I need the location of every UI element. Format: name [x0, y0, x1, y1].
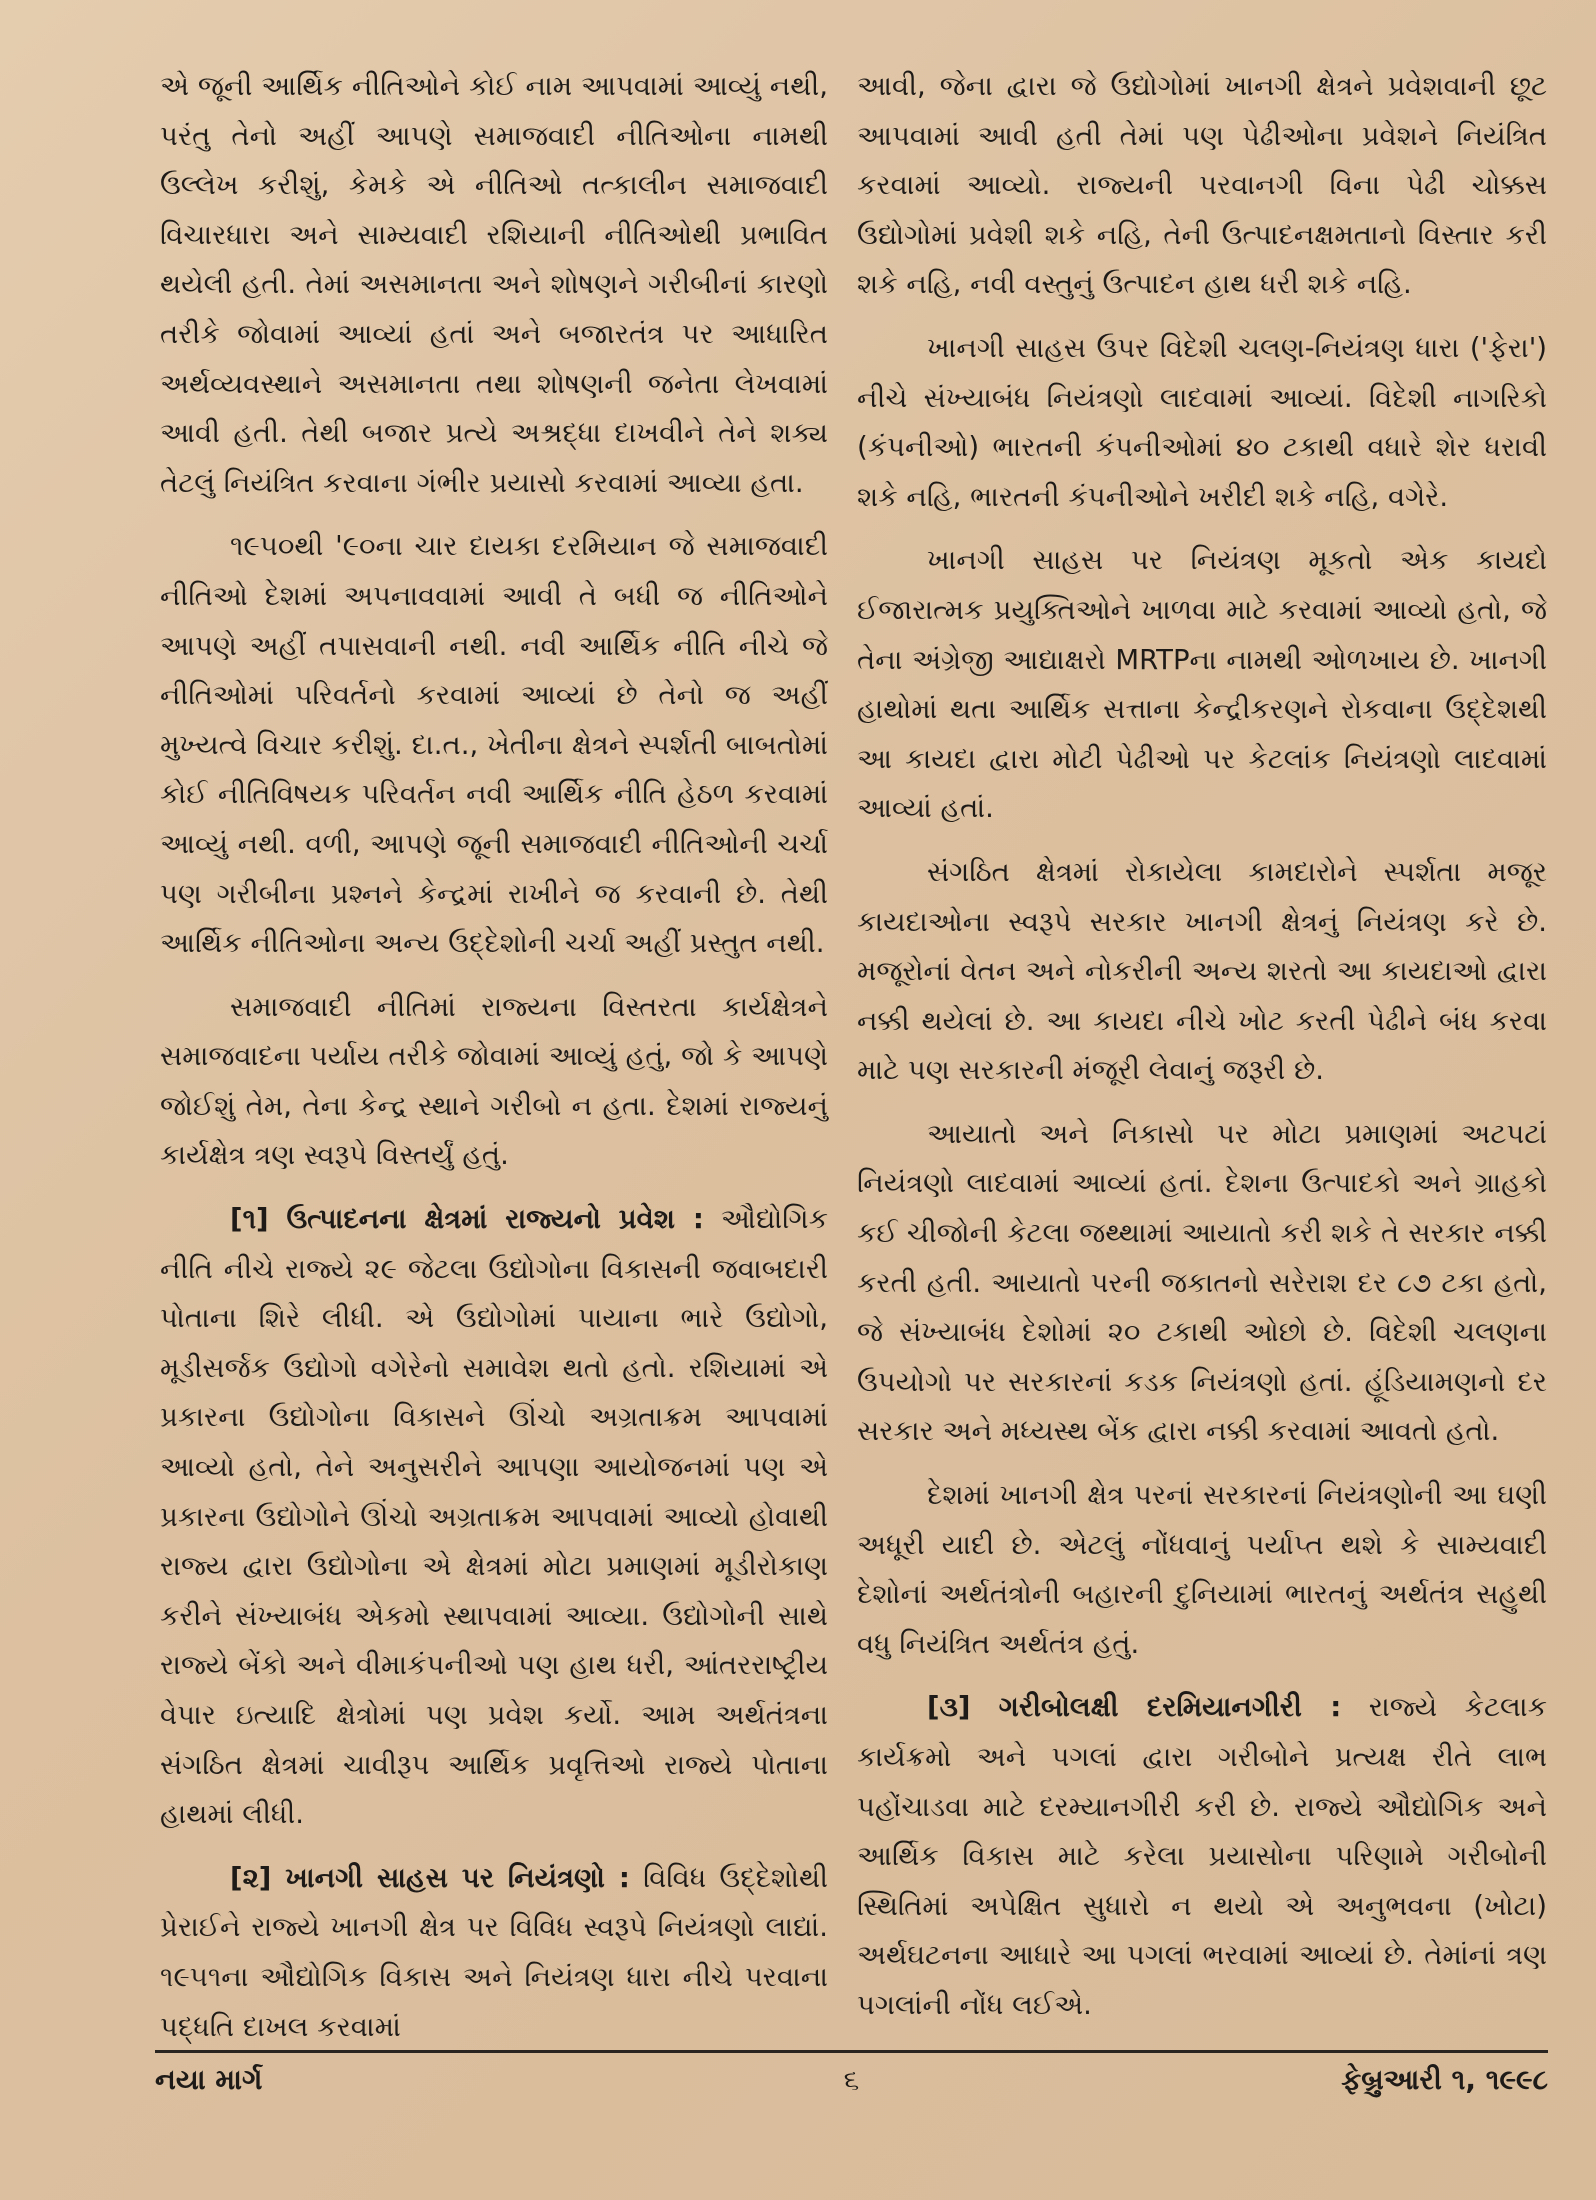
paragraph: ખાનગી સાહસ ઉપર વિદેશી ચલણ-નિયંત્રણ ધારા ('ફેરા') નીચે સંખ્યાબંધ નિયંત્રણો લાદવામાં આવ્યાં. વિદેશી નાગરિકો (કંપનીઓ) ભારતની કંપનીઓમાં ૪૦ ટકાથી વધારે શેર ધરાવી શકે નહિ, ભારતની કંપનીઓને ખરીદી શકે નહિ, વગેરે.: [857, 331, 1547, 513]
section-paragraph: [857, 1683, 1547, 2030]
section-heading: [૩] ગરીબોલક્ષી દરમિયાનગીરી :: [927, 1691, 1342, 1724]
section-paragraph: [160, 1854, 828, 2052]
left-column: [160, 62, 828, 2066]
paragraph: ખાનગી સાહસ પર નિયંત્રણ મૂકતો એક કાયદો ઈજારાત્મક પ્રયુક્તિઓને ખાળવા માટે કરવામાં આવ્યો હતો, જે તેના અંગ્રેજી આદ્યાક્ષરો MRTPના નામથી ઓળખાય છે. ખાનગી હાથોમાં થતા આર્થિક સત્તાના કેન્દ્રીકરણને રોકવાના ઉદ્દેશથી આ કાયદા દ્વારા મોટી પેઢીઓ પર કેટલાંક નિયંત્રણો લાદવામાં આવ્યાં હતાં.: [857, 544, 1547, 825]
publication-name: નયા માર્ગ: [155, 2063, 263, 2096]
section-body: વિવિધ ઉદ્દેશોથી પ્રેરાઈને રાજ્યે ખાનગી ક્ષેત્ર પર વિવિધ સ્વરૂપે નિયંત્રણો લાદ્યાં. ૧૯૫૧ના ઔદ્યોગિક વિકાસ અને નિયંત્રણ ધારા નીચે પરવાના પદ્ધતિ દાખલ કરવામાં: [160, 1861, 828, 2043]
paragraph: આયાતો અને નિકાસો પર મોટા પ્રમાણમાં અટપટાં નિયંત્રણો લાદવામાં આવ્યાં હતાં. દેશના ઉત્પાદકો અને ગ્રાહકો કઈ ચીજોની કેટલા જથ્થામાં આયાતો કરી શકે તે સરકાર નક્કી કરતી હતી. આયાતો પરની જકાતનો સરેરાશ દર ૮૭ ટકા હતો, જે સંખ્યાબંધ દેશોમાં ૨૦ ટકાથી ઓછો છે. વિદેશી ચલણના ઉપયોગો પર સરકારનાં કડક નિયંત્રણો હતાં. હૂંડિયામણનો દર સરકાર અને મધ્યસ્થ બેંક દ્વારા નક્કી કરવામાં આવતો હતો.: [857, 1117, 1547, 1448]
section-body: રાજ્યે કેટલાક કાર્યક્રમો અને પગલાં દ્વારા ગરીબોને પ્રત્યક્ષ રીતે લાભ પહોંચાડવા માટે દરમ્યાનગીરી કરી છે. રાજ્યે ઔદ્યોગિક અને આર્થિક વિકાસ માટે કરેલા પ્રયાસોના પરિણામે ગરીબોની સ્થિતિમાં અપેક્ષિત સુધારો ન થયો એ અનુભવના (ખોટા) અર્થઘટનના આધારે આ પગલાં ભરવામાં આવ્યાં છે. તેમાંનાં ત્રણ પગલાંની નોંધ લઈએ.: [857, 1691, 1547, 2021]
section-heading: [૨] ખાનગી સાહસ પર નિયંત્રણો :: [230, 1861, 630, 1894]
page-footer: [155, 2063, 1548, 2107]
paragraph: એ જૂની આર્થિક નીતિઓને કોઈ નામ આપવામાં આવ્યું નથી, પરંતુ તેનો અહીં આપણે સમાજવાદી નીતિઓના નામથી ઉલ્લેખ કરીશું, કેમકે એ નીતિઓ તત્કાલીન સમાજવાદી વિચારધારા અને સામ્યવાદી રશિયાની નીતિઓથી પ્રભાવિત થયેલી હતી. તેમાં અસમાનતા અને શોષણને ગરીબીનાં કારણો તરીકે જોવામાં આવ્યાં હતાં અને બજારતંત્ર પર આધારિત અર્થવ્યવસ્થાને અસમાનતા તથા શોષણની જનેતા લેખવામાં આવી હતી. તેથી બજાર પ્રત્યે અશ્રદ્ધા દાખવીને તેને શક્ય તેટલું નિયંત્રિત કરવાના ગંભીર પ્રયાસો કરવામાં આવ્યા હતા.: [160, 70, 828, 499]
paragraph: આવી, જેના દ્વારા જે ઉદ્યોગોમાં ખાનગી ક્ષેત્રને પ્રવેશવાની છૂટ આપવામાં આવી હતી તેમાં પણ પેઢીઓના પ્રવેશને નિયંત્રિત કરવામાં આવ્યો. રાજ્યની પરવાનગી વિના પેઢી ચોક્કસ ઉદ્યોગોમાં પ્રવેશી શકે નહિ, તેની ઉત્પાદનક્ષમતાનો વિસ્તાર કરી શકે નહિ, નવી વસ્તુનું ઉત્પાદન હાથ ધરી શકે નહિ.: [857, 70, 1547, 301]
paragraph: ૧૯૫૦થી '૯૦ના ચાર દાયકા દરમિયાન જે સમાજવાદી નીતિઓ દેશમાં અપનાવવામાં આવી તે બધી જ નીતિઓને આપણે અહીં તપાસવાની નથી. નવી આર્થિક નીતિ નીચે જે નીતિઓમાં પરિવર્તનો કરવામાં આવ્યાં છે તેનો જ અહીં મુખ્યત્વે વિચાર કરીશું. દા.ત., ખેતીના ક્ષેત્રને સ્પર્શતી બાબતોમાં કોઈ નીતિવિષયક પરિવર્તન નવી આર્થિક નીતિ હેઠળ કરવામાં આવ્યું નથી. વળી, આપણે જૂની સમાજવાદી નીતિઓની ચર્ચા પણ ગરીબીના પ્રશ્નને કેન્દ્રમાં રાખીને જ કરવાની છે. તેથી આર્થિક નીતિઓના અન્ય ઉદ્દેશોની ચર્ચા અહીં પ્રસ્તુત નથી.: [160, 530, 828, 960]
page-number: ૬: [843, 2063, 860, 2096]
footer-divider: [155, 2050, 1548, 2053]
section-body: ઔદ્યોગિક નીતિ નીચે રાજ્યે ૨૯ જેટલા ઉદ્યોગોના વિકાસની જવાબદારી પોતાના શિરે લીધી. એ ઉદ્યોગોમાં પાયાના ભારે ઉદ્યોગો, મૂડીસર્જક ઉદ્યોગો વગેરેનો સમાવેશ થતો હતો. રશિયામાં એ પ્રકારના ઉદ્યોગોના વિકાસને ઊંચો અગ્રતાક્રમ આપવામાં આવ્યો હતો, તેને અનુસરીને આપણા આયોજનમાં પણ એ પ્રકારના ઉદ્યોગોને ઊંચો અગ્રતાક્રમ આપવામાં આવ્યો હોવાથી રાજ્ય દ્વારા ઉદ્યોગોના એ ક્ષેત્રમાં મોટા પ્રમાણમાં મૂડીરોકાણ કરીને સંખ્યાબંધ એકમો સ્થાપવામાં આવ્યા. ઉદ્યોગોની સાથે રાજ્યે બેંકો અને વીમાકંપનીઓ પણ હાથ ધરી, આંતરરાષ્ટ્રીય વેપાર ઇત્યાદિ ક્ષેત્રોમાં પણ પ્રવેશ કર્યો. આમ અર્થતંત્રના સંગઠિત ક્ષેત્રમાં ચાવીરૂપ આર્થિક પ્રવૃત્તિઓ રાજ્યે પોતાના હાથમાં લીધી.: [160, 1203, 828, 1831]
paragraph: દેશમાં ખાનગી ક્ષેત્ર પરનાં સરકારનાં નિયંત્રણોની આ ઘણી અધૂરી યાદી છે. એટલું નોંધવાનું પર્યાપ્ત થશે કે સામ્યવાદી દેશોનાં અર્થતંત્રોની બહારની દુનિયામાં ભારતનું અર્થતંત્ર સહુથી વધુ નિયંત્રિત અર્થતંત્ર હતું.: [857, 1479, 1547, 1660]
issue-date: ફેબ્રુઆરી ૧, ૧૯૯૮: [1341, 2063, 1548, 2096]
paragraph: સંગઠિત ક્ષેત્રમાં રોકાયેલા કામદારોને સ્પર્શતા મજૂર કાયદાઓના સ્વરૂપે સરકાર ખાનગી ક્ષેત્રનું નિયંત્રણ કરે છે. મજૂરોનાં વેતન અને નોકરીની અન્ય શરતો આ કાયદાઓ દ્વારા નક્કી થયેલાં છે. આ કાયદા નીચે ખોટ કરતી પેઢીને બંધ કરવા માટે પણ સરકારની મંજૂરી લેવાનું જરૂરી છે.: [857, 855, 1547, 1087]
section-heading: [૧] ઉત્પાદનના ક્ષેત્રમાં રાજ્યનો પ્રવેશ :: [230, 1203, 704, 1236]
paragraph: સમાજવાદી નીતિમાં રાજ્યના વિસ્તરતા કાર્યક્ષેત્રને સમાજવાદના પર્યાય તરીકે જોવામાં આવ્યું હતું, જો કે આપણે જોઈશું તેમ, તેના કેન્દ્ર સ્થાને ગરીબો ન હતા. દેશમાં રાજ્યનું કાર્યક્ષેત્ર ત્રણ સ્વરૂપે વિસ્તર્યું હતું.: [160, 990, 828, 1172]
section-paragraph: [160, 1195, 828, 1840]
right-column: [857, 62, 1547, 2045]
